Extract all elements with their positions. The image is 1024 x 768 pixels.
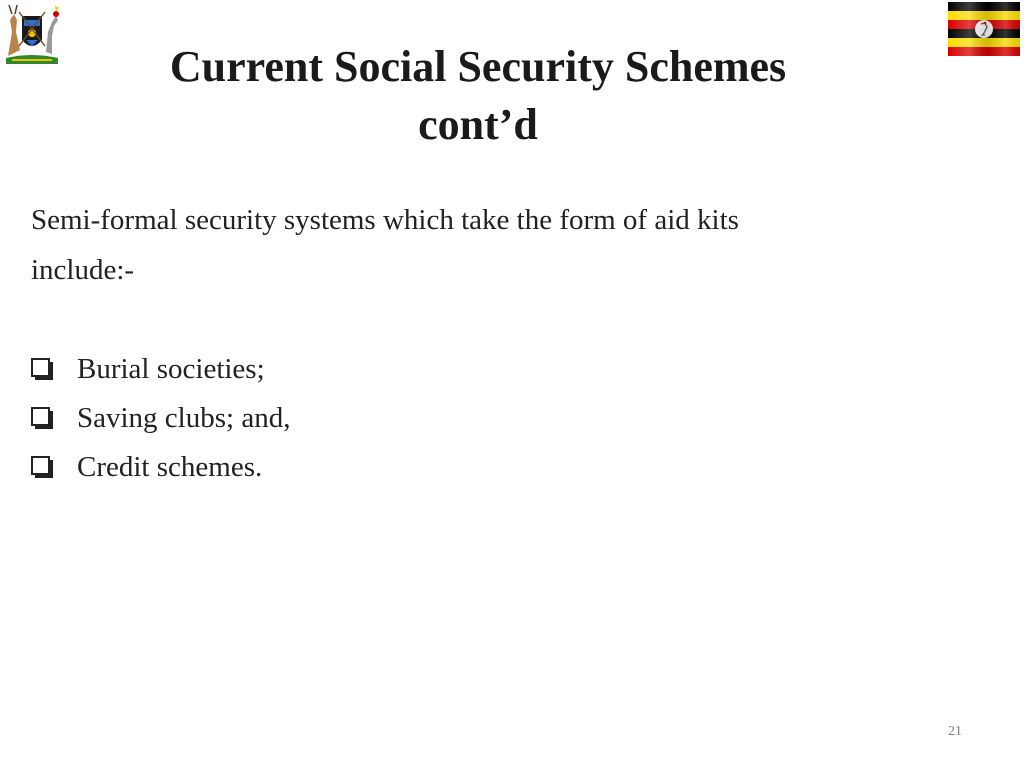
bullet-list: [31, 345, 290, 492]
intro-line2: include:-: [31, 254, 135, 286]
bullet-item: [31, 345, 290, 394]
checkbox-icon: [31, 456, 55, 480]
intro-line1: Semi-formal security systems which take the form of aid kits: [31, 204, 739, 236]
intro-paragraph: [31, 195, 931, 295]
slide-title: [100, 38, 856, 154]
slide-title-line2: cont’d: [418, 100, 538, 149]
bullet-text: Credit schemes.: [77, 451, 263, 483]
uganda-flag-icon: [946, 0, 1022, 58]
bullet-item: [31, 443, 290, 492]
bullet-item: [31, 394, 290, 443]
coat-of-arms-icon: [2, 2, 62, 66]
bullet-text: Saving clubs; and,: [77, 402, 291, 434]
slide-title-line1: Current Social Security Schemes: [169, 42, 787, 91]
page-number: 21: [948, 724, 962, 739]
checkbox-icon: [31, 407, 55, 431]
checkbox-icon: [31, 358, 55, 382]
bullet-text: Burial societies;: [77, 353, 265, 385]
